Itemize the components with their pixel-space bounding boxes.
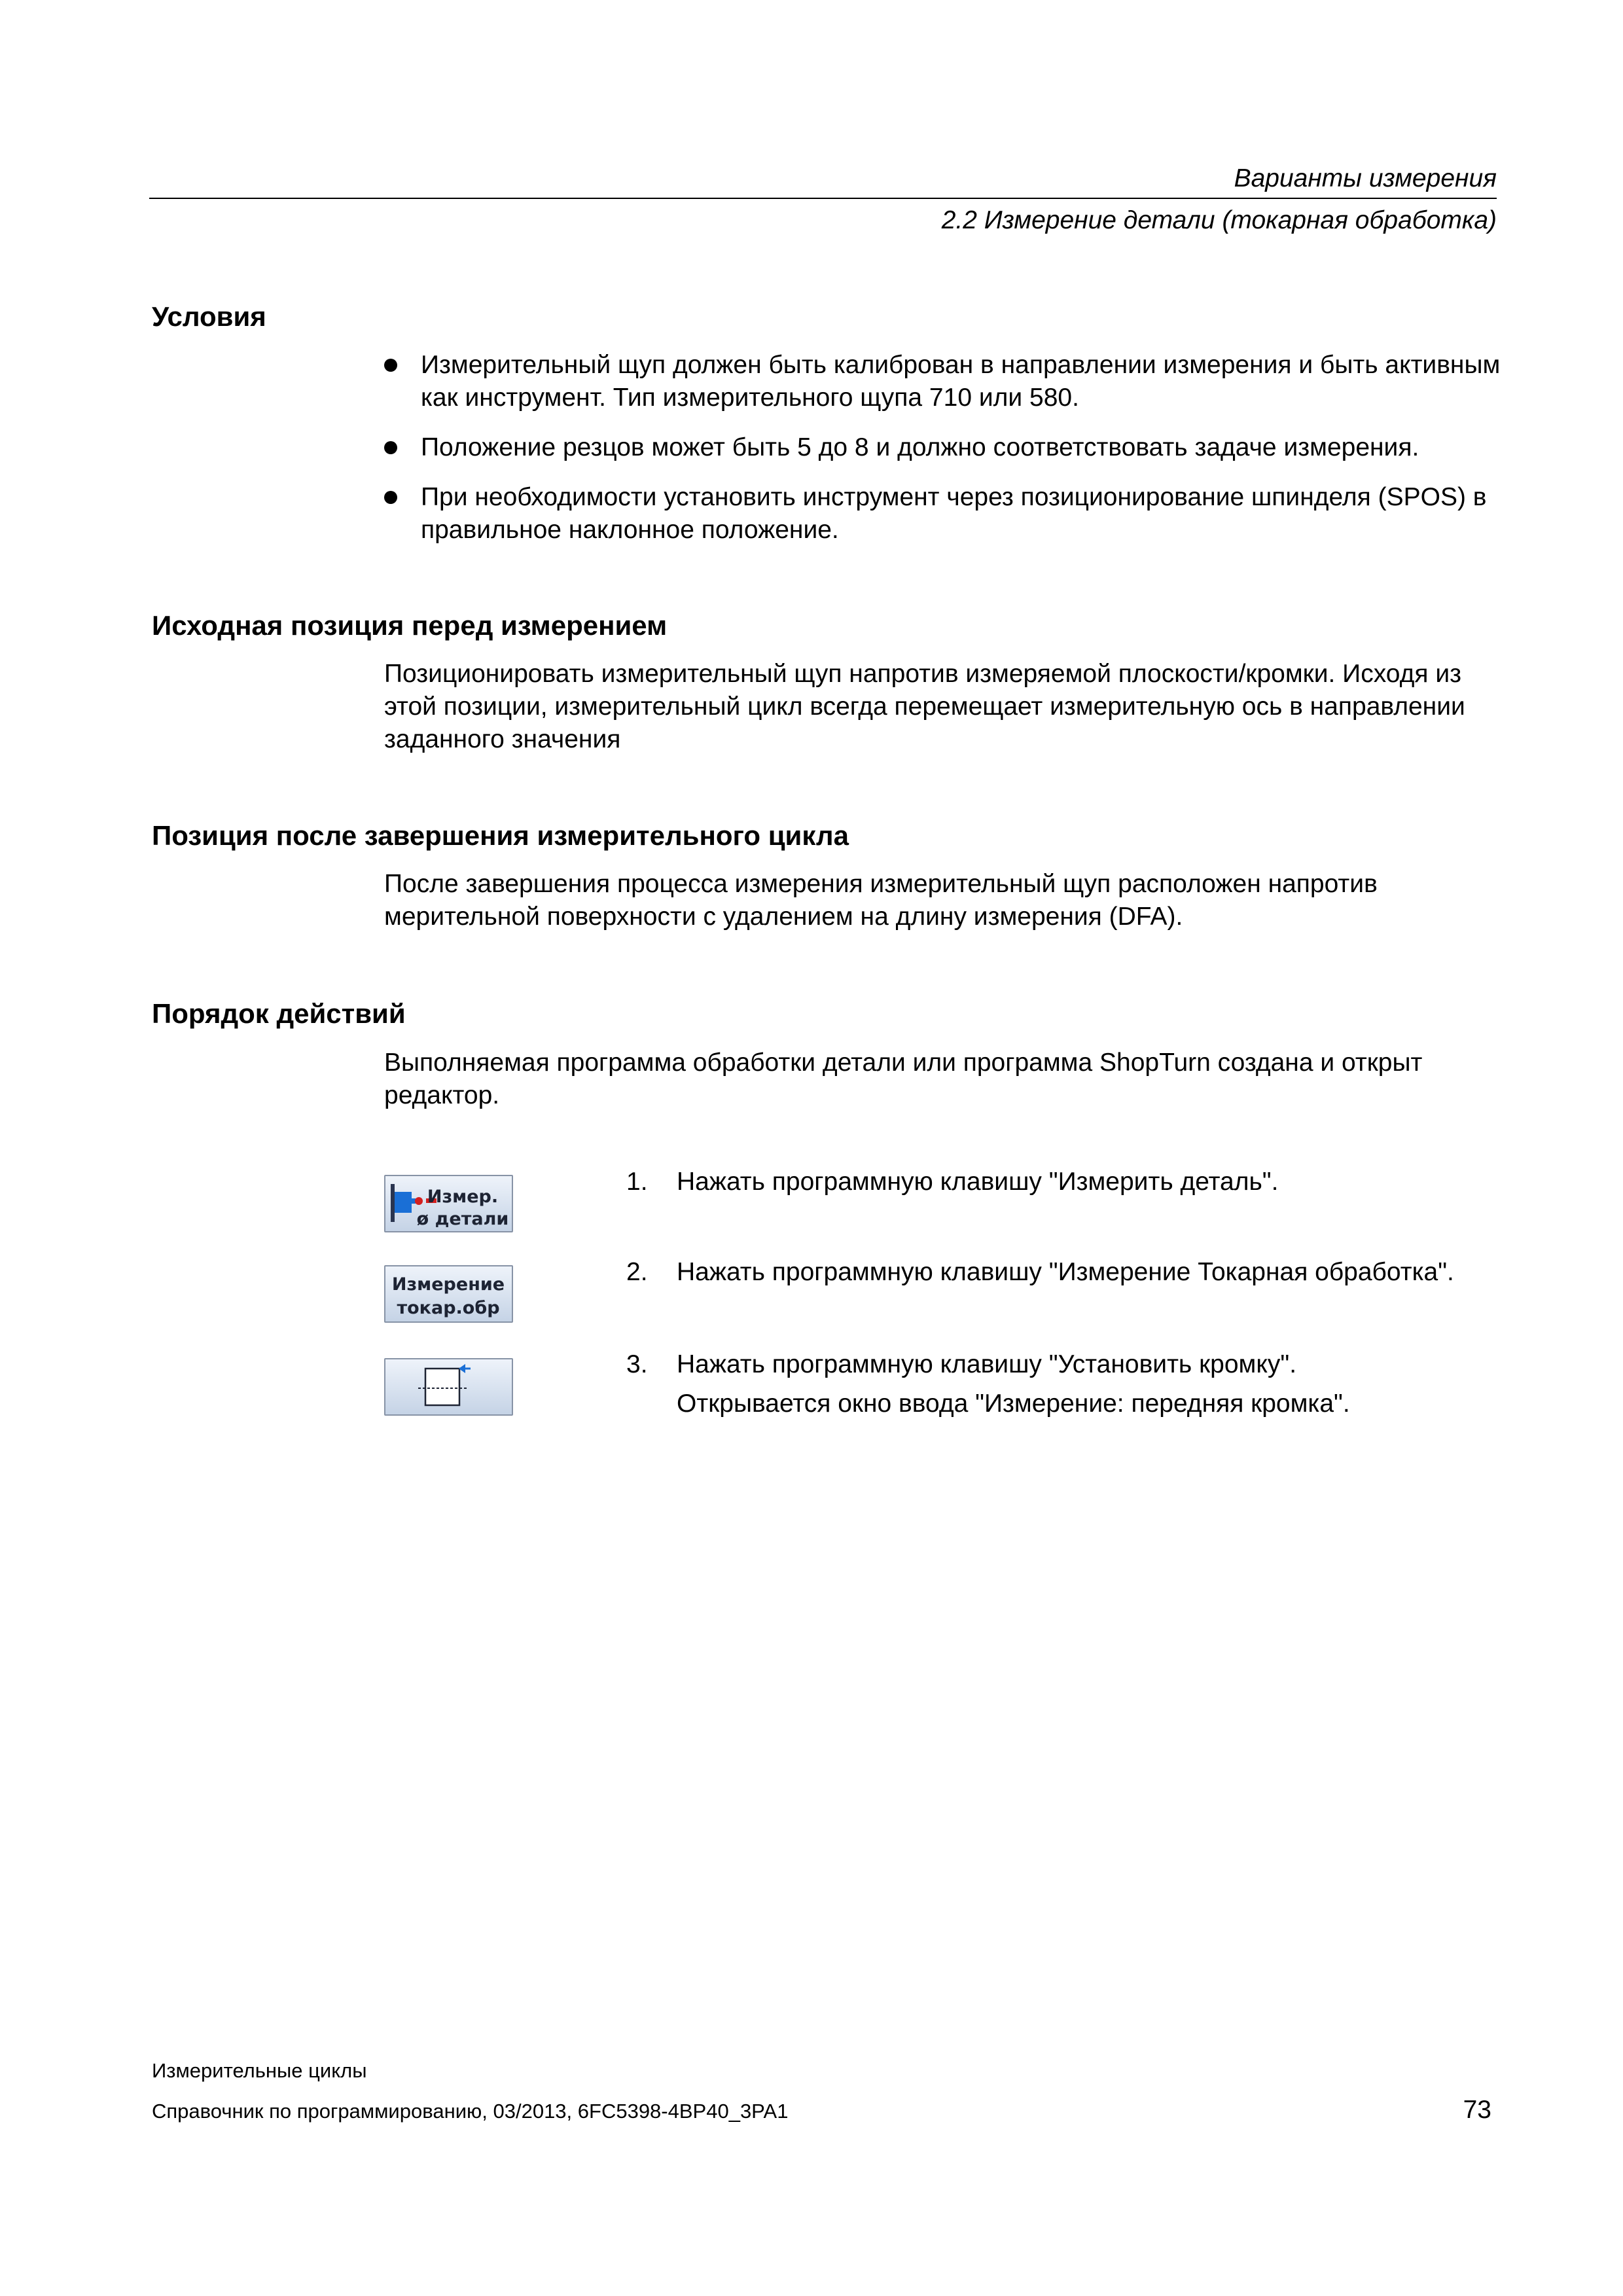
step-text: Нажать программную клавишу "Измерить деталь". <box>677 1168 1279 1196</box>
list-item <box>384 349 1503 414</box>
heading-procedure: Порядок действий <box>152 998 406 1029</box>
footer-book-title: Измерительные циклы <box>152 2059 367 2082</box>
turning-measure-softkey[interactable] <box>384 1265 513 1323</box>
probe-icon <box>385 1176 512 1231</box>
measure-part-label-2: ø детали <box>416 1209 509 1229</box>
set-edge-icon <box>385 1359 512 1414</box>
procedure-text: Выполняемая программа обработки детали или программа ShopTurn создана и открыт редактор. <box>384 1049 1423 1109</box>
header-section: 2.2 Измерение детали (токарная обработка) <box>941 206 1497 234</box>
header-chapter: Варианты измерения <box>1234 164 1497 192</box>
set-edge-softkey[interactable] <box>384 1358 513 1416</box>
bullet-text: Положение резцов может быть 5 до 8 и должно соответствовать задаче измерения. <box>421 433 1419 461</box>
step-number: 2. <box>626 1258 648 1286</box>
conditions-list <box>384 349 1503 564</box>
list-item <box>384 431 1503 464</box>
step-note: Открывается окно ввода "Измерение: передняя кромка". <box>677 1390 1350 1418</box>
measure-part-label-1: Измер. <box>427 1187 499 1207</box>
turning-label-2: токар.обр <box>397 1298 500 1318</box>
list-item <box>384 481 1503 547</box>
bullet-text: При необходимости установить инструмент через позиционирование шпинделя (SPOS) в правильное наклонное положение. <box>421 483 1487 544</box>
heading-end-position: Позиция после завершения измерительного цикла <box>152 820 849 851</box>
footer-manual-info: Справочник по программированию, 03/2013, 6FC5398-4BP40_3PA1 <box>152 2100 789 2123</box>
step-text: Нажать программную клавишу "Измерение Токарная обработка". <box>677 1258 1454 1286</box>
step-text: Нажать программную клавишу "Установить кромку". <box>677 1350 1297 1378</box>
heading-start-position: Исходная позиция перед измерением <box>152 610 668 641</box>
end-position-text: После завершения процесса измерения измерительный щуп расположен напротив мерительной поверхности с удалением на длину измерения (DFA). <box>384 870 1378 931</box>
bullet-icon <box>384 359 397 372</box>
bullet-icon <box>384 441 397 454</box>
bullet-icon <box>384 491 397 504</box>
heading-conditions: Условия <box>152 301 266 332</box>
turning-label-1: Измерение <box>391 1274 505 1295</box>
page-number: 73 <box>1463 2096 1491 2124</box>
step-number: 3. <box>626 1350 648 1378</box>
measure-part-softkey[interactable] <box>384 1175 513 1232</box>
step-number: 1. <box>626 1168 648 1196</box>
start-position-text: Позиционировать измерительный щуп напротив измеряемой плоскости/кромки. Исходя из этой позиции, измерительный цикл всегда перемещает измерительную ось в направлении заданного значения <box>384 660 1465 753</box>
bullet-text: Измерительный щуп должен быть калиброван в направлении измерения и быть активным как инструмент. Тип измерительного щупа 710 или 580. <box>421 351 1501 412</box>
header-rule <box>149 198 1497 199</box>
